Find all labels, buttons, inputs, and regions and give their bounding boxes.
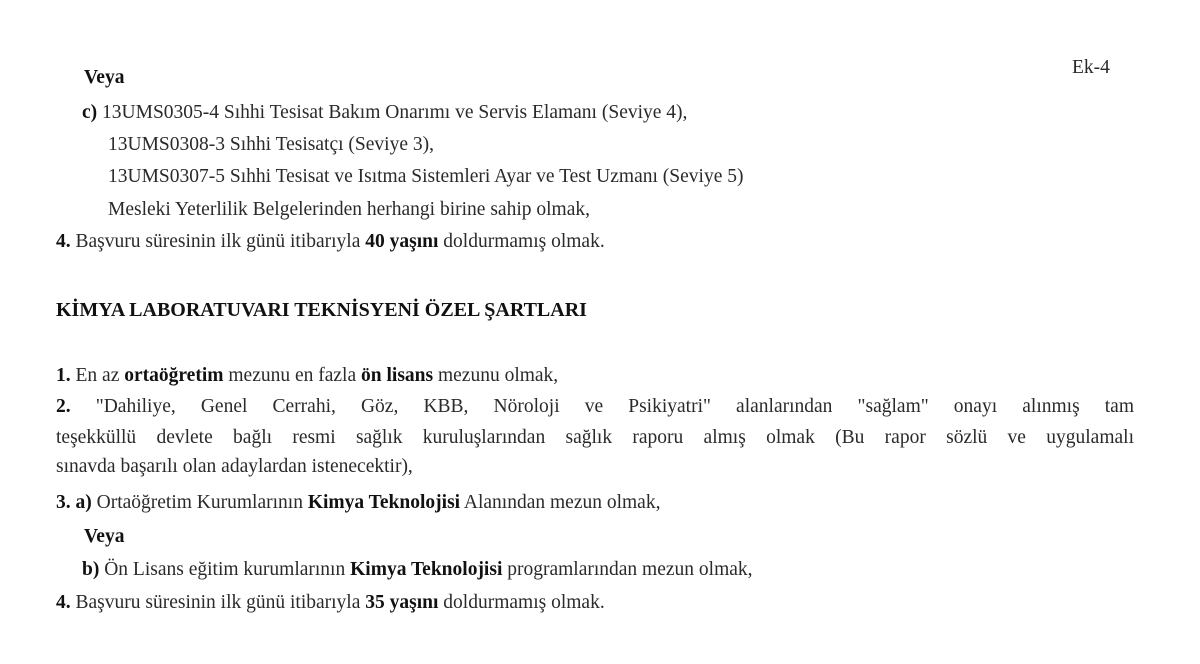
item-3a [56,491,660,515]
item-c-line: Mesleki Yeterlilik Belgelerinden herhangi birine sahip olmak, [108,199,590,220]
text: Alanından mezun olmak, [463,492,661,513]
section-heading: KİMYA LABORATUVARI TEKNİSYENİ ÖZEL ŞARTLARI [56,299,587,321]
item-4-age-35 [56,591,605,615]
text: mezunu olmak, [437,365,559,386]
text: programlarından mezun olmak, [507,559,753,580]
item-number: 1. [56,365,71,386]
text: Başvuru süresinin ilk günü itibarıyla [75,592,361,613]
item-number: 4. [56,231,71,252]
bold-text: 35 yaşını [365,592,439,613]
item-c-line [82,101,687,125]
item-2-line-2: teşekküllü devlete bağlı resmi sağlık kuruluşlarından sağlık raporu almış olmak (Bu rapor sözlü ve uygulamalı [56,427,1134,448]
veya-text: Veya [84,526,125,547]
bold-text: Kimya Teknolojisi [350,559,503,580]
item-number: 3. [56,492,71,513]
veya-label [84,66,124,90]
item-c-label: c) [82,102,98,123]
item-c-line: 13UMS0308-3 Sıhhi Tesisatçı (Seviye 3), [108,134,434,155]
item-label: b) [82,559,100,580]
item-c-line: 13UMS0307-5 Sıhhi Tesisat ve Isıtma Sistemleri Ayar ve Test Uzmanı (Seviye 5) [108,166,744,187]
item-1 [56,364,558,388]
item-2-line-1 [56,395,1134,419]
text: doldurmamış olmak. [443,592,605,613]
bold-text: Kimya Teknolojisi [307,492,461,513]
item-4-age-40 [56,230,605,254]
text: "Dahiliye, Genel Cerrahi, Göz, KBB, Nöroloji ve Psikiyatri" alanlarından "sağlam" onayı alınmış tam [95,396,1135,417]
text: doldurmamış olmak. [443,231,605,252]
text: mezunu en fazla [228,365,357,386]
item-2-line-3: sınavda başarılı olan adaylardan istenecektir), [56,456,413,477]
item-number: 2. [56,396,71,417]
bold-text: ön lisans [361,365,434,386]
veya-text: Veya [84,67,125,88]
text: Ortaöğretim Kurumlarının [96,492,303,513]
text: Başvuru süresinin ilk günü itibarıyla [75,231,361,252]
item-3b [82,558,753,582]
bold-text: 40 yaşını [365,231,439,252]
item-number: 4. [56,592,71,613]
text: En az [75,365,120,386]
item-c-text: 13UMS0305-4 Sıhhi Tesisat Bakım Onarımı ve Servis Elamanı (Seviye 4), [102,102,688,123]
text: Ön Lisans eğitim kurumlarının [104,559,346,580]
bold-text: ortaöğretim [124,365,224,386]
annex-label: Ek-4 [1072,57,1110,78]
item-label: a) [75,492,92,513]
veya-label [84,525,124,549]
